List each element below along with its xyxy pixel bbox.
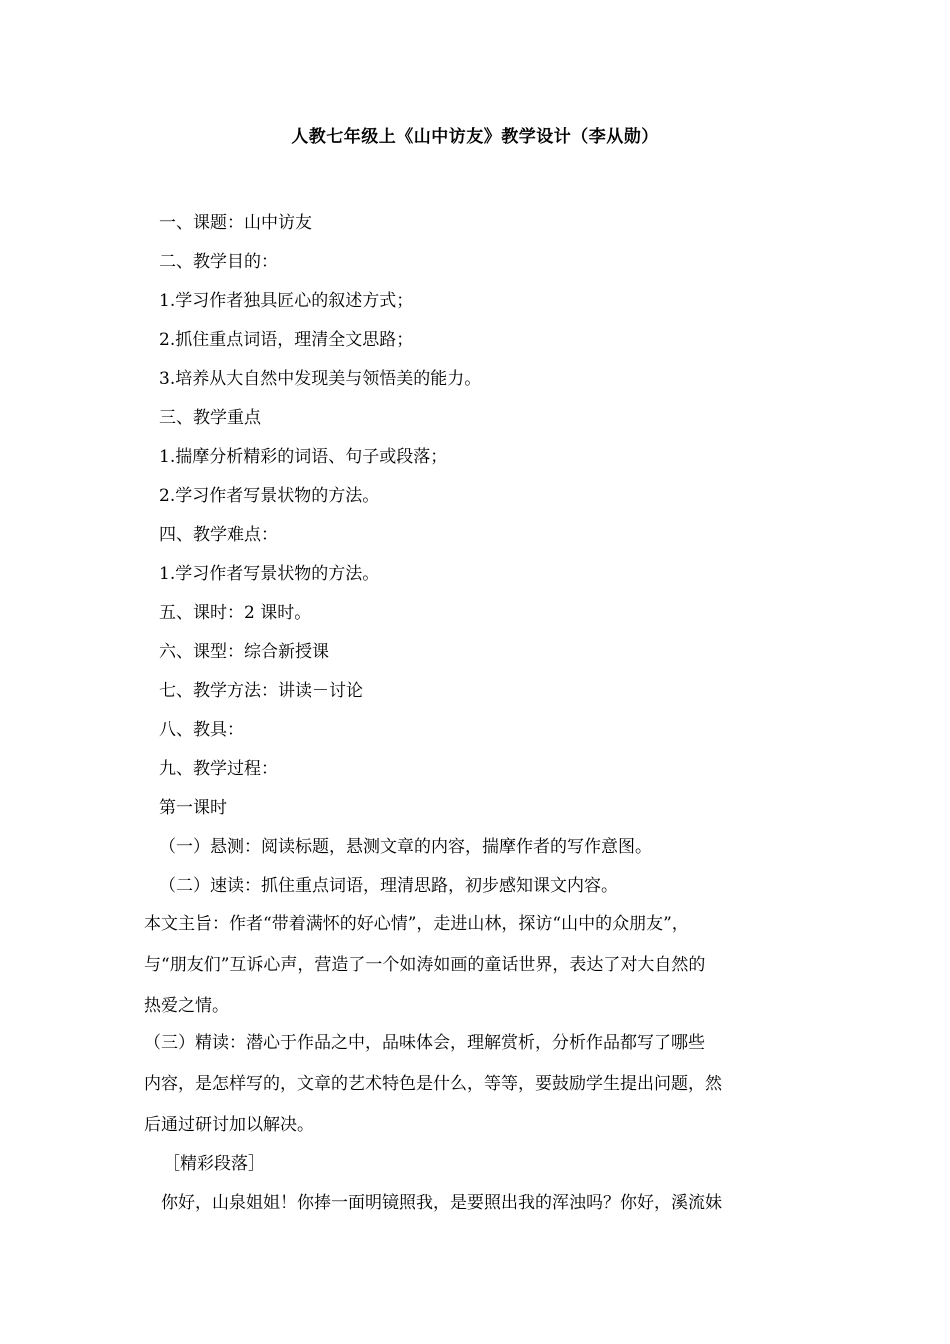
paragraph-line: 本文主旨：作者“带着满怀的好心情”，走进山林，探访“山中的众朋友”，	[144, 914, 689, 934]
document-title: 人教七年级上《山中访友》教学设计（李从勋）	[291, 127, 659, 147]
text-line: 九、教学过程：	[159, 759, 278, 779]
text-line: 四、教学难点：	[159, 525, 278, 545]
text-line: 八、教具：	[159, 720, 244, 740]
text-line: 一、课题：山中访友	[159, 213, 312, 233]
text-line: 3.培养从大自然中发现美与领悟美的能力。	[159, 369, 482, 389]
text-line: 六、课型：综合新授课	[159, 642, 329, 662]
text-line: 七、教学方法：讲读－讨论	[159, 681, 363, 701]
paragraph-line: 热爱之情。	[144, 996, 229, 1016]
text-line: 二、教学目的：	[159, 252, 278, 272]
paragraph-line: 后通过研讨加以解决。	[144, 1115, 314, 1135]
text-line: 三、教学重点	[159, 408, 261, 428]
text-line: 2.学习作者写景状物的方法。	[159, 486, 380, 506]
paragraph-reading	[144, 1023, 816, 1146]
text-line: 1.学习作者写景状物的方法。	[159, 564, 380, 584]
text-line: 1.揣摩分析精彩的词语、句子或段落；	[159, 447, 448, 467]
text-line: 2.抓住重点词语，理清全文思路；	[159, 330, 414, 350]
paragraph-line: 内容，是怎样写的，文章的艺术特色是什么，等等，要鼓励学生提出问题，然	[144, 1074, 722, 1094]
text-line: （二）速读：抓住重点词语，理清思路，初步感知课文内容。	[159, 876, 618, 896]
paragraph-line: （三）精读：潜心于作品之中，品味体会，理解赏析，分析作品都写了哪些	[144, 1033, 705, 1053]
text-line: 五、课时：2 课时。	[159, 603, 312, 623]
paragraph-line: 与“朋友们”互诉心声，营造了一个如涛如画的童话世界，表达了对大自然的	[144, 955, 706, 975]
text-line: 你好，山泉姐姐！你捧一面明镜照我，是要照出我的浑浊吗？你好，溪流妹	[161, 1193, 722, 1213]
text-line: （一）悬测：阅读标题，悬测文章的内容，揣摩作者的写作意图。	[159, 837, 652, 857]
text-line: 第一课时	[159, 798, 227, 818]
paragraph-theme	[144, 904, 816, 1027]
section-label: ［精彩段落］	[163, 1154, 265, 1174]
text-line: 1.学习作者独具匠心的叙述方式；	[159, 291, 414, 311]
